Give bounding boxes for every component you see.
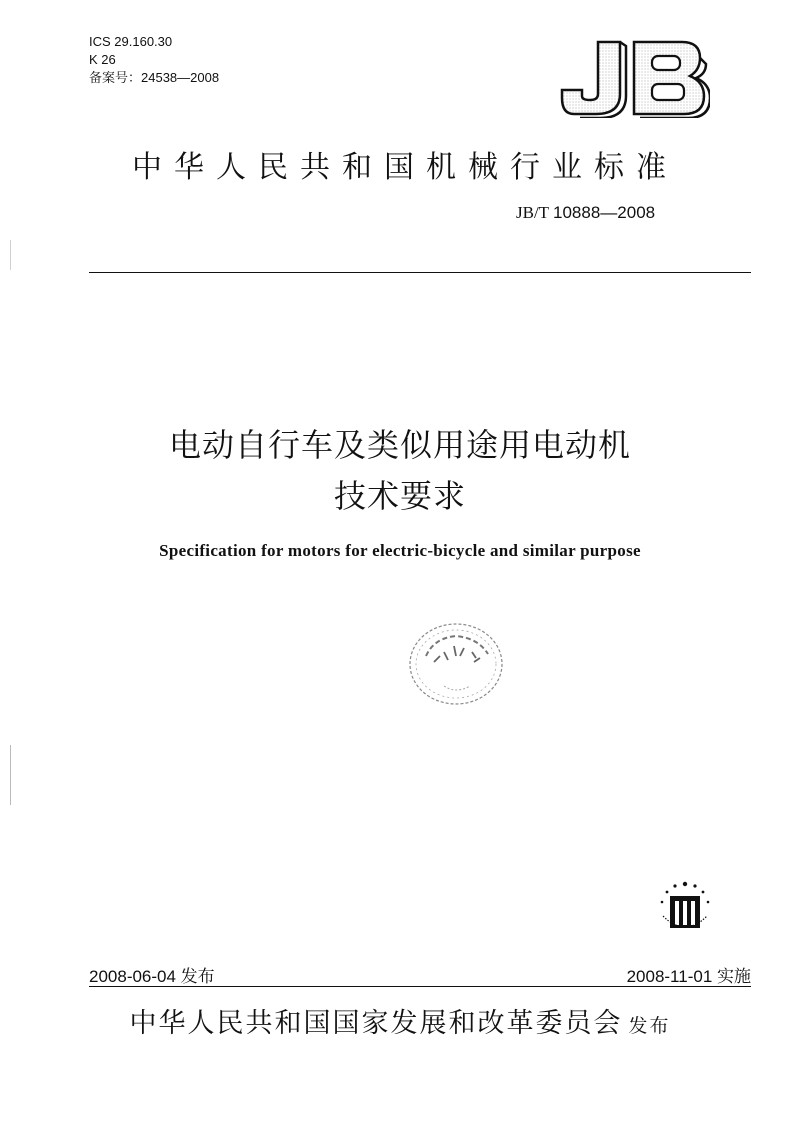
bottom-divider: [89, 986, 751, 987]
scan-mark: [10, 240, 11, 270]
standard-code: 10888—2008: [553, 203, 656, 222]
issuer-line: [0, 1001, 800, 1040]
implementation-date: 2008-11-01 实施: [626, 967, 751, 986]
title-en: Specification for motors for electric-bicycle and similar purpose: [159, 541, 641, 560]
jb-logo: [560, 38, 710, 118]
scan-mark: [10, 745, 11, 805]
publisher-logo: [645, 872, 725, 942]
issuer-name: 中华人民共和国国家发展和改革委员会: [129, 1008, 623, 1039]
issue-date: 2008-06-04 发布: [89, 967, 215, 986]
standard-prefix: JB/T: [516, 203, 549, 222]
top-divider: [89, 272, 751, 273]
industry-title: 中华人民共和国机械行业标准: [132, 150, 678, 185]
title-zh-line1: 电动自行车及类似用途用电动机: [168, 426, 631, 464]
issuer-suffix: 发布: [628, 1015, 671, 1037]
k-code: K 26: [89, 52, 116, 67]
seal-stamp: [404, 616, 510, 710]
record-number: 备案号：24538—2008: [89, 70, 220, 85]
standard-number: [516, 203, 655, 223]
title-zh-line2: 技术要求: [333, 477, 466, 515]
ics-code: ICS 29.160.30: [89, 34, 173, 49]
